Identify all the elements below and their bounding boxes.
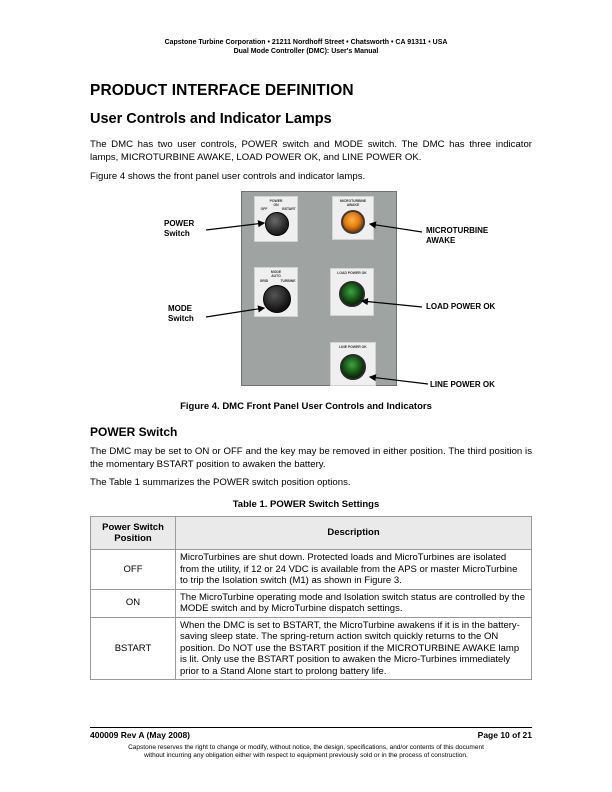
mode-switch-arrow	[206, 308, 264, 317]
awake-lamp-arrow	[370, 224, 422, 232]
line-power-ok-callout: LINE POWER OK	[430, 380, 495, 389]
footer-disclaimer-1: Capstone reserves the right to change or modify, without notice, the design, specifications, and/or contents of this document	[128, 744, 484, 751]
line-lamp-arrow	[370, 377, 428, 384]
mode-plate-top: MODE	[270, 270, 282, 274]
mode-switch-callout	[168, 304, 194, 323]
power-switch-settings-table	[90, 516, 532, 680]
figure-caption: Figure 4. DMC Front Panel User Controls and Indicators	[180, 401, 432, 412]
power-switch-arrow	[206, 223, 264, 230]
row-on-position: ON	[91, 589, 176, 617]
table-row	[91, 550, 532, 590]
line-plate-label: LINE POWER OK	[339, 345, 367, 349]
awake-plate-line-1: MICROTURBINE	[339, 199, 367, 203]
table-row	[91, 589, 532, 617]
power-plate-on: ON	[273, 203, 279, 207]
power-callout-line-2: Switch	[164, 228, 190, 238]
row-off-description: MicroTurbines are shut down. Protected loads and MicroTurbines are isolated from the utility, if 12 or 24 VDC is available from the APS or master MicroTurbine to trip the Isolation switch (M1) as shown in Figure 3.	[176, 550, 532, 590]
table-reference-paragraph: The Table 1 summarizes the POWER switch position options.	[90, 477, 351, 488]
power-plate-off: OFF	[260, 207, 268, 211]
table-row	[91, 617, 532, 680]
microturbine-awake-callout	[426, 226, 488, 245]
load-plate-label: LOAD POWER OK	[337, 271, 367, 275]
power-callout-line-1: POWER	[164, 219, 195, 228]
mode-callout-line-1: MODE	[168, 304, 192, 313]
header-position: Power Switch Position	[91, 517, 176, 550]
section-title: PRODUCT INTERFACE DEFINITION	[90, 82, 354, 99]
mode-plate-turbine: TURBINE	[280, 279, 296, 283]
awake-callout-line-2: AWAKE	[426, 235, 456, 245]
footer-page-number: Page 10 of 21	[477, 730, 532, 740]
awake-callout-line-1: MICROTURBINE	[426, 226, 489, 235]
row-off-position: OFF	[91, 550, 176, 590]
figure-reference-paragraph: Figure 4 shows the front panel user controls and indicator lamps.	[90, 171, 366, 182]
table-header-row	[91, 517, 532, 550]
footer-rule	[90, 727, 532, 728]
mode-callout-line-2: Switch	[168, 313, 194, 323]
footer-disclaimer-2: without incurring any obligation either with respect to equipment previously sold or in the process of construction.	[144, 752, 468, 759]
row-bstart-position: BSTART	[91, 617, 176, 680]
header-line-2: Dual Mode Controller (DMC): User's Manual	[233, 48, 379, 55]
row-on-description: The MicroTurbine operating mode and Isolation switch status are controlled by the MODE switch and by MicroTurbine dispatch settings.	[176, 589, 532, 617]
header-line-1: Capstone Turbine Corporation • 21211 Nordhoff Street • Chatsworth • CA 91311 • USA	[164, 39, 448, 46]
header-description: Description	[176, 517, 532, 550]
power-plate-bstart: BSTART	[282, 207, 296, 211]
load-lamp-arrow	[362, 301, 422, 307]
mode-plate-auto: AUTO	[271, 274, 281, 278]
row-bstart-description: When the DMC is set to BSTART, the MicroTurbine awakens if it is in the battery-saving sleep state. The spring-return action switch quickly returns to the ON position. Do NOT use the BSTART position if the MICROTURBINE AWAKE lamp is lit. Only use the BSTART position to awaken the Micro-Turbines immediately prior to a Stand Alone start to prolong battery life.	[176, 617, 532, 680]
power-switch-heading: POWER Switch	[90, 425, 178, 439]
table-title: Table 1. POWER Switch Settings	[232, 499, 380, 510]
intro-paragraph: The DMC has two user controls, POWER switch and MODE switch. The DMC has three indicator lamps, MICROTURBINE AWAKE, LOAD POWER OK, and LINE POWER OK.	[90, 139, 532, 163]
subsection-title: User Controls and Indicator Lamps	[90, 111, 332, 127]
awake-plate-line-2: AWAKE	[346, 203, 360, 207]
load-power-ok-callout: LOAD POWER OK	[426, 302, 496, 311]
power-switch-paragraph: The DMC may be set to ON or OFF and the key may be removed in either position. The third position is the momentary BSTART position to awaken the battery.	[90, 446, 532, 470]
footer-doc-id: 400009 Rev A (May 2008)	[90, 730, 191, 740]
power-switch-callout	[164, 219, 194, 238]
power-plate-top: POWER	[269, 199, 283, 203]
mode-plate-grid: GRID	[259, 279, 269, 283]
